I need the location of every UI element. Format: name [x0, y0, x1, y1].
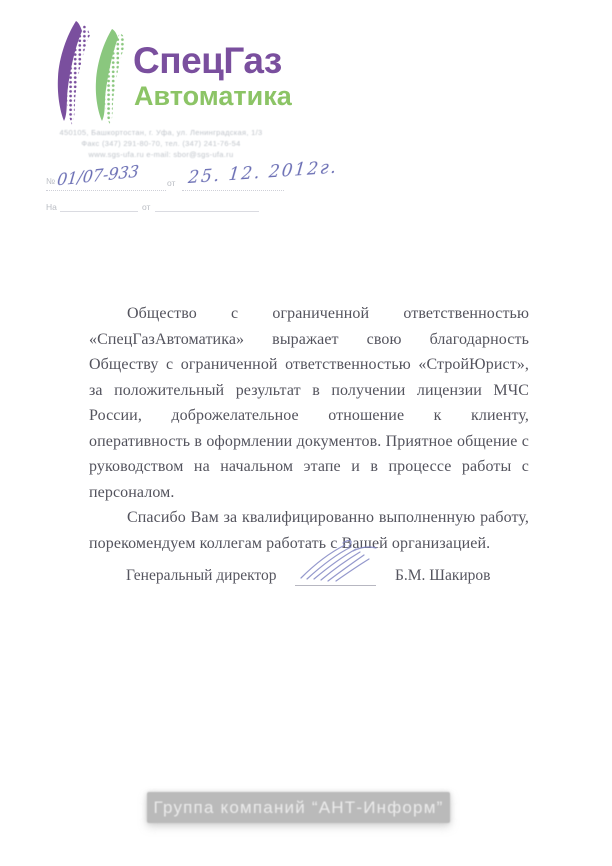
- signatory-name: Б.М. Шакиров: [395, 567, 491, 584]
- handwritten-date: 25. 12. 2012г.: [187, 157, 340, 189]
- contact-block: [40, 127, 282, 160]
- logo-flames-icon: [56, 21, 128, 125]
- ot-label: от: [167, 178, 176, 188]
- contact-phones: Факс (347) 291-80-70, тел. (347) 241-76-54: [81, 139, 241, 148]
- footer-banner: [147, 792, 450, 823]
- body-paragraph-1: Общество с ограниченной ответственностью «СпецГазАвтоматика» выражает свою благодарность Обществу с ограниченной ответственностью «СтройЮрист», за положительный результат в получении лицензии МЧС России, доброжелательное отношение к клиенту, оперативность в оформлении документов. Приятное общение с руководством на начальном этапе и в процессе работы с персоналом.: [89, 305, 529, 501]
- logo-subtitle: Автоматика: [134, 81, 292, 111]
- body-paragraph-2: Спасибо Вам за квалифицированно выполненную работу, порекомендуем коллегам работать с Вашей организацией.: [89, 509, 529, 552]
- signature-line: [295, 584, 376, 586]
- na-ot-label: от: [142, 202, 151, 212]
- footer-banner-text: Группа компаний “АНТ-Информ”: [153, 797, 444, 817]
- na-label: На: [46, 202, 57, 212]
- letter-body: [89, 301, 529, 556]
- signatory-position: Генеральный директор: [126, 567, 277, 584]
- handwritten-number: 01/07-933: [56, 161, 140, 190]
- contact-web: www.sgs-ufa.ru e-mail: sbor@sgs-ufa.ru: [88, 150, 234, 159]
- contact-address: 450105, Башкортостан, г. Уфа, ул. Ленинградская, 1/3: [59, 128, 263, 137]
- number-label: №: [46, 176, 56, 186]
- logo-title: СпецГаз: [133, 40, 282, 81]
- na-blank-line: [60, 210, 138, 212]
- signature-icon: [293, 538, 383, 584]
- na-ot-blank-line: [155, 210, 259, 212]
- date-dotted-line: [182, 189, 284, 191]
- number-dotted-line: [46, 189, 166, 191]
